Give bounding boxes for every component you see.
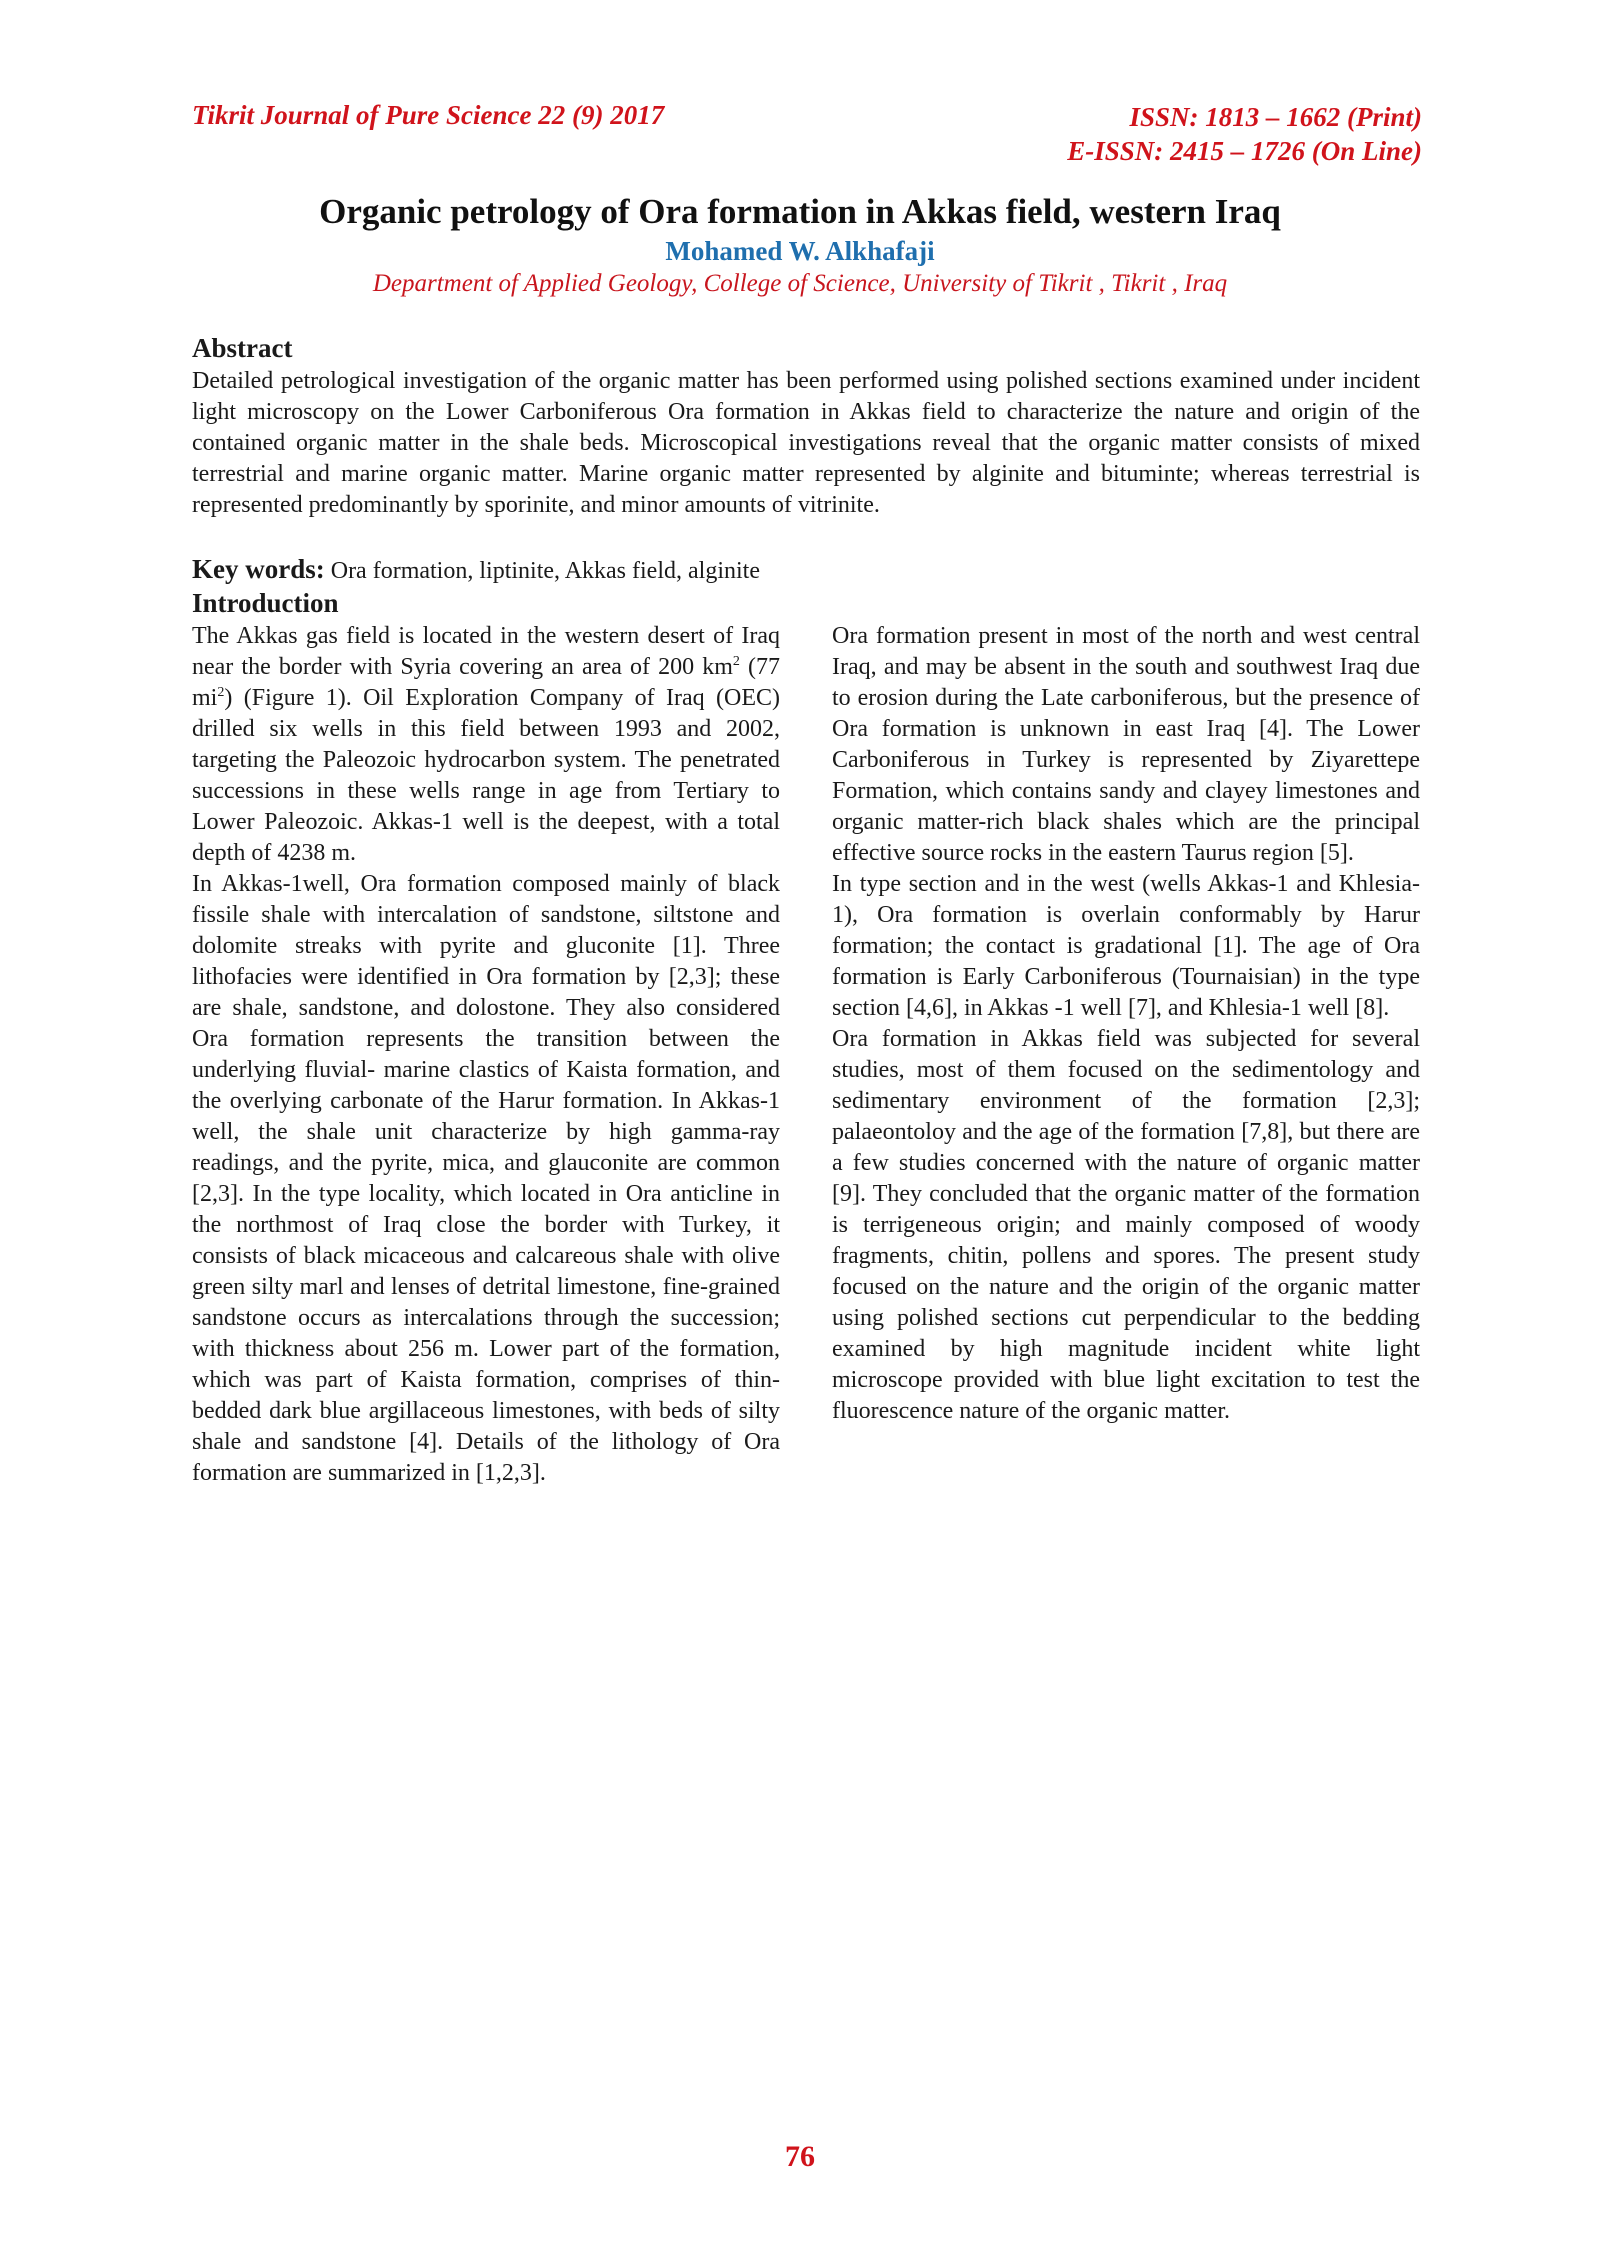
left-column: [192, 621, 780, 1489]
intro-paragraph-4: In type section and in the west (wells Akkas-1 and Khlesia-1), Ora formation is overlain conformably by Harur formation; the contact is gradational [1]. The age of Ora formation is Early Carboniferous (Tournaisian) in the type section [4,6], in Akkas -1 well [7], and Khlesia-1 well [8].: [832, 871, 1420, 1021]
page-number: 76: [785, 2140, 815, 2173]
author-affiliation: Department of Applied Geology, College of Science, University of Tikrit , Tikrit , Iraq: [372, 270, 1228, 297]
intro-paragraph-2: In Akkas-1well, Ora formation composed mainly of black fissile shale with intercalation of sandstone, siltstone and dolomite streaks with pyrite and gluconite [1]. Three lithofacies were identified in Ora formation by [2,3]; these are shale, sandstone, and dolostone. They also considered Ora formation represents the transition between the underlying fluvial- marine clastics of Kaista formation, and the overlying carbonate of the Harur formation. In Akkas-1 well, the shale unit characterize by high gamma-ray readings, and the pyrite, mica, and glauconite are common [2,3]. In the type locality, which located in Ora anticline in the northmost of Iraq close the border with Turkey, it consists of black micaceous and calcareous shale with olive green silty marl and lenses of detrital limestone, fine-grained sandstone occurs as intercalations through the succession; with thickness about 256 m. Lower part of the formation, which was part of Kaista formation, comprises of thin-bedded dark blue argillaceous limestones, with beds of silty shale and sandstone [4]. Details of the lithology of Ora formation are summarized in [1,2,3].: [192, 871, 780, 1486]
keywords-text: Ora formation, liptinite, Akkas field, alginite: [324, 558, 760, 584]
author-name: Mohamed W. Alkhafaji: [665, 236, 935, 266]
issn-block: [1067, 100, 1422, 168]
introduction-heading: Introduction: [192, 588, 339, 618]
superscript: 2: [732, 654, 740, 669]
intro-paragraph-3: Ora formation present in most of the north and west central Iraq, and may be absent in the south and southwest Iraq due to erosion during the Late carboniferous, but the presence of Ora formation is unknown in east Iraq [4]. The Lower Carboniferous in Turkey is represented by Ziyarettepe Formation, which contains sandy and clayey limestones and organic matter-rich black shales which are the principal effective source rocks in the eastern Taurus region [5].: [832, 623, 1420, 866]
intro-paragraph-1: [192, 621, 780, 869]
journal-name: Tikrit Journal of Pure Science 22 (9) 2017: [192, 100, 665, 130]
keywords-label: Key words:: [192, 554, 325, 584]
intro-paragraph-5: Ora formation in Akkas field was subjected for several studies, most of them focused on the sedimentology and sedimentary environment of the formation [2,3]; palaeontoloy and the age of the formation [7,8], but there are a few studies concerned with the nature of organic matter [9]. They concluded that the organic matter of the formation is terrigeneous origin; and mainly composed of woody fragments, chitin, pollens and spores. The present study focused on the nature and the origin of the organic matter using polished sections cut perpendicular to the bedding examined by high magnitude incident white light microscope provided with blue light excitation to test the fluorescence nature of the organic matter.: [832, 1026, 1420, 1424]
keywords: [192, 554, 760, 585]
text-run: (77 mi: [192, 654, 780, 711]
issn-online: E-ISSN: 2415 – 1726 (On Line): [1067, 136, 1422, 166]
text-run: The Akkas gas field is located in the western desert of Iraq near the border with Syria covering an area of 200 km: [192, 623, 780, 680]
superscript: 2: [217, 685, 225, 700]
issn-print: ISSN: 1813 – 1662 (Print): [1129, 102, 1422, 132]
abstract-text: Detailed petrological investigation of the organic matter has been performed using polished sections examined under incident light microscopy on the Lower Carboniferous Ora formation in Akkas field to characterize the nature and origin of the contained organic matter in the shale beds. Microscopical investigations reveal that the organic matter consists of mixed terrestrial and marine organic matter. Marine organic matter represented by alginite and bituminte; whereas terrestrial is represented predominantly by sporinite, and minor amounts of vitrinite.: [192, 368, 1420, 518]
abstract-heading: Abstract: [192, 333, 293, 363]
text-run: ) (Figure 1). Oil Exploration Company of Iraq (OEC) drilled six wells in this field between 1993 and 2002, targeting the Paleozoic hydrocarbon system. The penetrated successions in these wells range in age from Tertiary to Lower Paleozoic. Akkas-1 well is the deepest, with a total depth of 4238 m.: [192, 685, 780, 866]
paper-title: Organic petrology of Ora formation in Akkas field, western Iraq: [319, 192, 1281, 231]
right-column: [832, 621, 1420, 1427]
